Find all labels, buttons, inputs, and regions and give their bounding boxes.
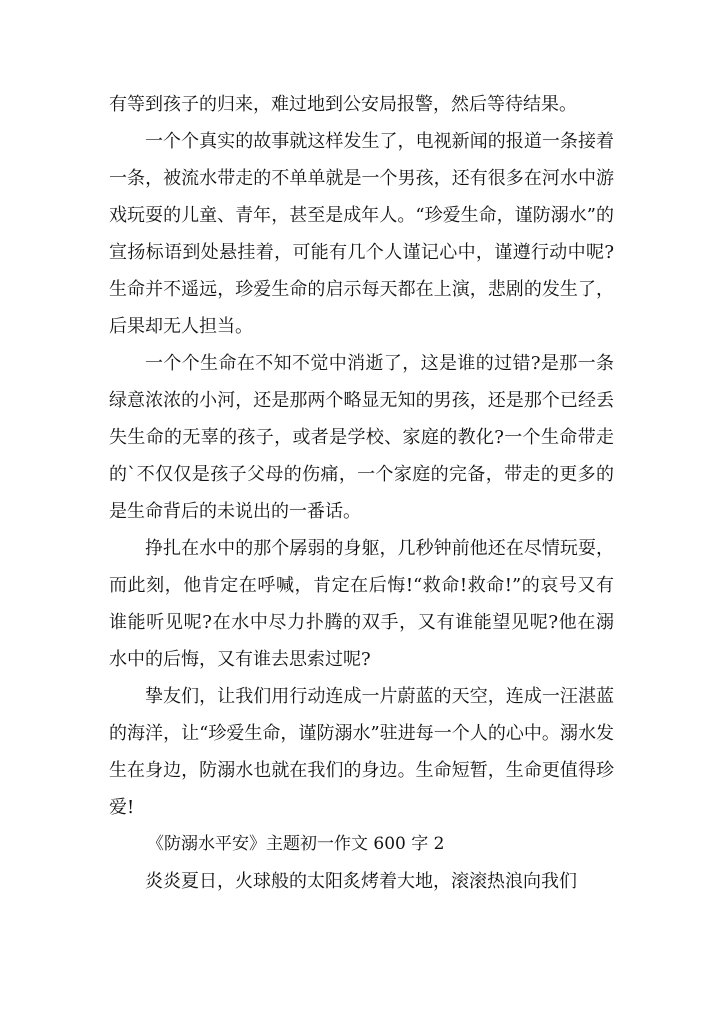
essay-heading: 《防溺水平安》主题初一作文 600 字 2 [147,834,445,854]
paragraph-6: 炎炎夏日，火球般的太阳炙烤着大地，滚滚热浪向我们 [145,871,577,892]
paragraph-1: 有等到孩子的归来，难过地到公安局报警，然后等待结果。 [109,94,577,115]
paragraph-4: 挣扎在水中的那个孱弱的身躯，几秒钟前他还在尽情玩耍，而此刻，他肯定在呼喊，肯定在后悔!“救命!救命!”的哀号又有谁能听见呢?在水中尽力扑腾的双手，又有谁能望见呢?他在溺水中的后悔，又有谁去思索过呢? [109,538,614,670]
paragraph-3: 一个个生命在不知不觉中消逝了，这是谁的过错?是那一条绿意浓浓的小河，还是那两个略显无知的男孩，还是那个已经丢失生命的无辜的孩子，或者是学校、家庭的教化?一个生命带走的`不仅仅是孩子父母的伤痛，一个家庭的完备，带走的更多的是生命背后的未说出的一番话。 [109,353,614,522]
paragraph-5: 挚友们，让我们用行动连成一片蔚蓝的天空，连成一汪湛蓝的海洋，让“珍爱生命，谨防溺水”驻进每一个人的心中。溺水发生在身边，防溺水也就在我们的身边。生命短暂，生命更值得珍爱! [109,686,614,818]
paragraph-2: 一个个真实的故事就这样发生了，电视新闻的报道一条接着一条，被流水带走的不单单就是一个男孩，还有很多在河水中游戏玩耍的儿童、青年，甚至是成年人。“珍爱生命，谨防溺水”的宣扬标语到处悬挂着，可能有几个人谨记心中，谨遵行动中呢?生命并不遥远，珍爱生命的启示每天都在上演，悲剧的发生了，后果却无人担当。 [109,131,614,337]
document-body [109,86,614,900]
